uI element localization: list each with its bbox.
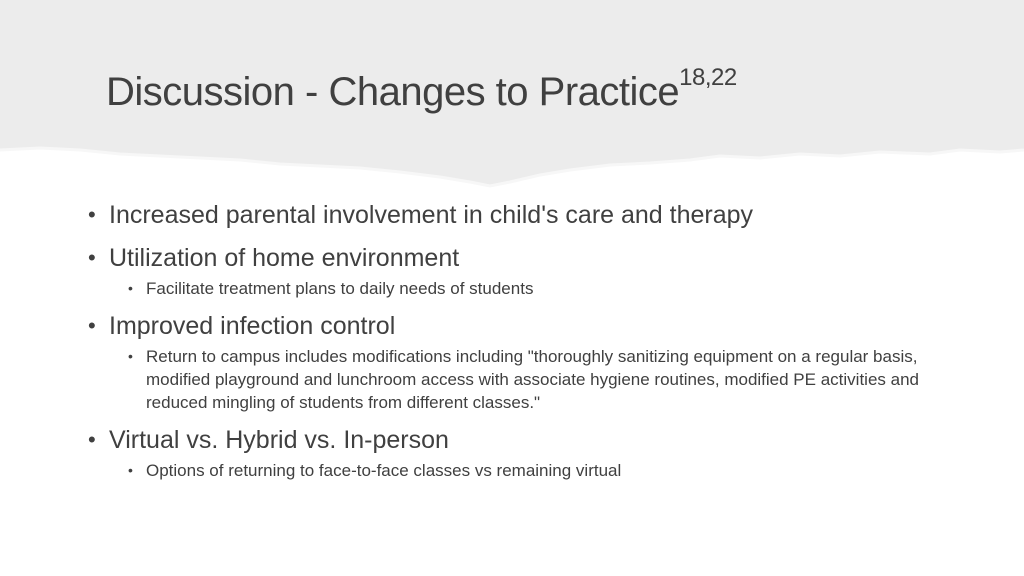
bullet-text: Virtual vs. Hybrid vs. In-person (109, 426, 449, 454)
sub-bullet-item (88, 345, 948, 414)
bullet-dot: • (88, 202, 96, 227)
slide-title-text: Discussion - Changes to Practice (106, 70, 680, 114)
sub-bullet-dot: • (128, 462, 133, 478)
bullet-dot: • (88, 427, 96, 452)
sub-bullet-item (88, 459, 948, 482)
sub-bullet-text: Return to campus includes modifications including "thoroughly sanitizing equipment on a regular basis, modified playground and lunchroom access with associate hygiene routines, modified PE activities and reduced mingling of students from different classes." (146, 347, 919, 412)
bullet-item (88, 241, 948, 275)
bullet-item (88, 198, 948, 232)
sub-bullet-text: Facilitate treatment plans to daily needs of students (146, 279, 534, 298)
bullet-list (88, 198, 948, 482)
bullet-item (88, 309, 948, 343)
sub-bullet-dot: • (128, 348, 133, 364)
bullet-text: Utilization of home environment (109, 244, 460, 272)
slide-title (106, 64, 737, 115)
bullet-dot: • (88, 245, 96, 270)
sub-bullet-dot: • (128, 280, 133, 296)
bullet-item (88, 423, 948, 457)
bullet-dot: • (88, 313, 96, 338)
bullet-text: Improved infection control (109, 312, 396, 340)
title-citation-superscript: 18,22 (679, 64, 737, 91)
sub-bullet-item (88, 277, 948, 300)
bullet-text: Increased parental involvement in child's care and therapy (109, 201, 754, 229)
sub-bullet-text: Options of returning to face-to-face classes vs remaining virtual (146, 461, 622, 480)
